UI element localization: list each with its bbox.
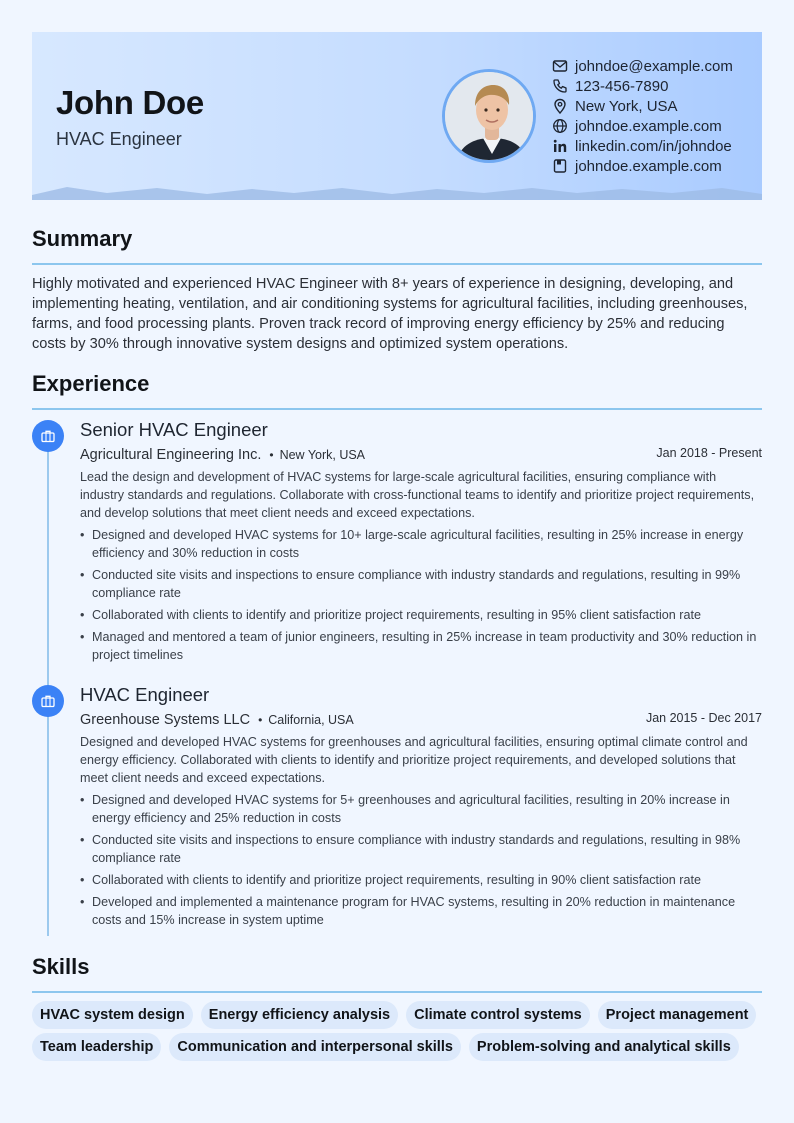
- skills-list: [32, 1001, 762, 1065]
- job-meta: [80, 446, 762, 468]
- job-location: New York, USA: [279, 448, 366, 462]
- job-details: [80, 685, 762, 933]
- job-dates: Jan 2018 - Present: [656, 446, 762, 460]
- contact-linkedin-text: linkedin.com/in/johndoe: [575, 137, 732, 155]
- contact-website[interactable]: [552, 116, 733, 136]
- skill-chip: Problem-solving and analytical skills: [469, 1033, 739, 1061]
- job-title: HVAC Engineer: [80, 684, 210, 705]
- job-details: [80, 420, 762, 668]
- achievement-item: • Developed and implemented a maintenance program for HVAC systems, resulting in 20% reduction in maintenance costs and 15% increase in system uptime: [80, 893, 762, 929]
- skills-row: [32, 1033, 762, 1061]
- skills-divider: [32, 991, 762, 993]
- resume-header: [32, 32, 762, 200]
- achievement-item: • Conducted site visits and inspections to ensure compliance with industry standards and regulations, resulting in 98% compliance rate: [80, 831, 762, 867]
- header-wave-decoration: [32, 184, 762, 200]
- contact-website-text: johndoe.example.com: [575, 117, 722, 135]
- job-company: Greenhouse Systems LLC: [80, 712, 251, 728]
- job-achievements: [80, 526, 762, 664]
- skill-chip: Communication and interpersonal skills: [169, 1033, 461, 1061]
- job-dates: Jan 2015 - Dec 2017: [645, 711, 762, 725]
- job-meta: [80, 711, 762, 733]
- achievement-item: • Collaborated with clients to identify and prioritize project requirements, resulting in 90% client satisfaction rate: [80, 871, 762, 889]
- experience-timeline: [47, 432, 49, 936]
- mail-icon: [552, 58, 568, 74]
- skill-chip: Climate control systems: [406, 1001, 590, 1029]
- globe-icon: [552, 118, 568, 134]
- candidate-name: John Doe: [56, 84, 204, 121]
- job-description: Lead the design and development of HVAC systems for large-scale agricultural facilities, ensuring compliance with industry standards and regulations. Collaborate with cross-functional teams to identify and prioritize project requirements, and develop solutions that meet client needs and exceed expectations.: [80, 470, 755, 520]
- skills-heading: Skills: [32, 954, 90, 979]
- contact-email-text: johndoe@example.com: [575, 57, 733, 75]
- meta-separator: •: [258, 713, 263, 727]
- skill-chip: Energy efficiency analysis: [201, 1001, 398, 1029]
- contact-phone-text: 123-456-7890: [575, 77, 669, 95]
- location-icon: [552, 98, 568, 114]
- job-title: Senior HVAC Engineer: [80, 419, 268, 440]
- contact-list: [552, 56, 733, 176]
- summary-divider: [32, 263, 762, 265]
- achievement-item: • Collaborated with clients to identify and prioritize project requirements, resulting in 95% client satisfaction rate: [80, 606, 762, 624]
- portfolio-icon: [552, 158, 568, 174]
- experience-heading: Experience: [32, 371, 150, 396]
- contact-phone[interactable]: [552, 76, 733, 96]
- job-description: Designed and developed HVAC systems for greenhouses and agricultural facilities, ensuring optimal climate control and energy efficiency. Collaborated with clients to identify and prioritize project requirements, and developed solutions that meet client needs and exceed expectations.: [80, 735, 748, 785]
- contact-email[interactable]: [552, 56, 733, 76]
- achievement-item: • Designed and developed HVAC systems for 10+ large-scale agricultural facilities, resulting in 25% increase in energy efficiency and 30% reduction in costs: [80, 526, 762, 562]
- achievement-item: • Designed and developed HVAC systems for 5+ greenhouses and agricultural facilities, resulting in 20% increase in energy efficiency and 25% reduction in costs: [80, 791, 762, 827]
- linkedin-icon: [552, 138, 568, 154]
- skills-row: [32, 1001, 762, 1029]
- briefcase-icon: [32, 685, 64, 717]
- skill-chip: HVAC system design: [32, 1001, 193, 1029]
- experience-divider: [32, 408, 762, 410]
- contact-portfolio[interactable]: [552, 156, 733, 176]
- meta-separator: •: [269, 448, 274, 462]
- achievement-item: • Conducted site visits and inspections to ensure compliance with industry standards and regulations, resulting in 99% compliance rate: [80, 566, 762, 602]
- avatar: [442, 69, 536, 163]
- summary-heading: Summary: [32, 226, 133, 251]
- job-location: California, USA: [268, 713, 354, 727]
- contact-location-text: New York, USA: [575, 97, 678, 115]
- job-achievements: [80, 791, 762, 929]
- candidate-title: HVAC Engineer: [56, 129, 182, 149]
- summary-text: Highly motivated and experienced HVAC Engineer with 8+ years of experience in designing, developing, and implementing heating, ventilation, and air conditioning systems for agricultural facilities, including greenhouses, farms, and food processing plants. Proven track record of improving energy efficiency by 25% and reducing costs by 30% through innovative system designs and optimized system operations.: [32, 276, 748, 352]
- skill-chip: Team leadership: [32, 1033, 161, 1061]
- briefcase-icon: [32, 420, 64, 452]
- contact-portfolio-text: johndoe.example.com: [575, 157, 722, 175]
- phone-icon: [552, 78, 568, 94]
- skill-chip: Project management: [598, 1001, 757, 1029]
- avatar-portrait: [445, 72, 536, 163]
- achievement-item: • Managed and mentored a team of junior engineers, resulting in 25% increase in team productivity and 30% reduction in project timelines: [80, 628, 762, 664]
- job-company: Agricultural Engineering Inc.: [80, 447, 262, 463]
- contact-linkedin[interactable]: [552, 136, 733, 156]
- contact-location: [552, 96, 733, 116]
